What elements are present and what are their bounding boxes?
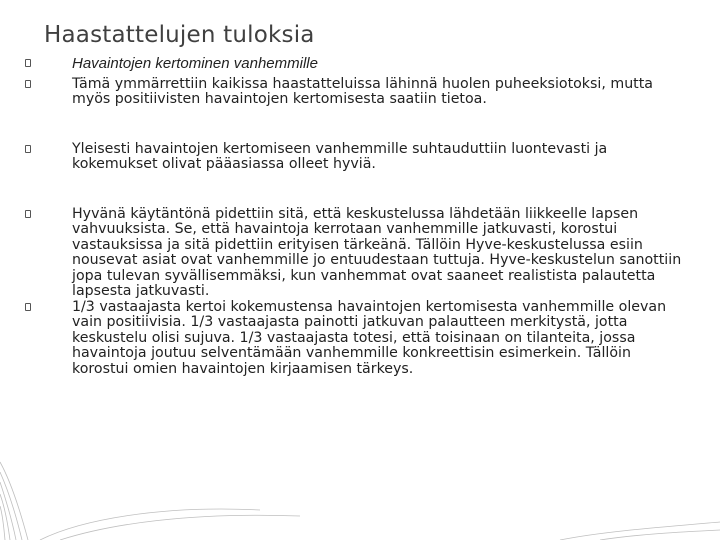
bullet-item (72, 56, 682, 72)
square-outline-icon (25, 303, 31, 311)
decorative-wave-lines (0, 450, 720, 540)
bullet-item (72, 77, 682, 108)
bullet-text: Hyvänä käytäntönä pidettiin sitä, että keskustelussa lähdetään liikkeelle lapsen vahvuuksista. Se, että havaintoja kerrotaan vanhemmille jatkuvasti, korostui vastauksissa ja sitä pidettiin erityisen tärkeänä. Tällöin Hyve-keskustelussa esiin nousevat asiat ovat vanhemmille jo entuudestaan tuttuja. Hyve-keskustelun sanottiin jopa tulevan syvällisemmäksi, kun vanhemmat ovat saaneet realistista palautetta lapsesta jatkuvasti. (72, 205, 682, 299)
square-outline-icon (25, 210, 31, 218)
bullet-item (72, 300, 682, 378)
bullet-text: Havaintojen kertominen vanhemmille (72, 55, 318, 72)
bullet-list (72, 56, 682, 377)
bullet-text: 1/3 vastaajasta kertoi kokemustensa havaintojen kertomisesta vanhemmille olevan vain positiivisia. 1/3 vastaajasta painotti jatkuvan palautteen merkitystä, jotta keskustelu olisi sujuva. 1/3 vastaajasta totesi, että toisinaan on tilanteita, jossa havaintoja joutuu selventämään vanhemmille konkreettisin esimerkein. Tällöin korostui omien havaintojen kirjaamisen tärkeys. (72, 298, 667, 377)
square-outline-icon (25, 80, 31, 88)
bullet-item (72, 207, 682, 300)
square-outline-icon (25, 145, 31, 153)
bullet-text: Yleisesti havaintojen kertomiseen vanhemmille suhtauduttiin luontevasti ja kokemukset olivat pääasiassa olleet hyviä. (72, 140, 608, 172)
bullet-item (72, 142, 682, 173)
slide-title: Haastattelujen tuloksia (44, 22, 315, 48)
bullet-text: Tämä ymmärrettiin kaikissa haastatteluissa lähinnä huolen puheeksiotoksi, mutta myös positiivisten havaintojen kertomisesta saatiin tietoa. (72, 75, 654, 107)
square-outline-icon (25, 59, 31, 67)
